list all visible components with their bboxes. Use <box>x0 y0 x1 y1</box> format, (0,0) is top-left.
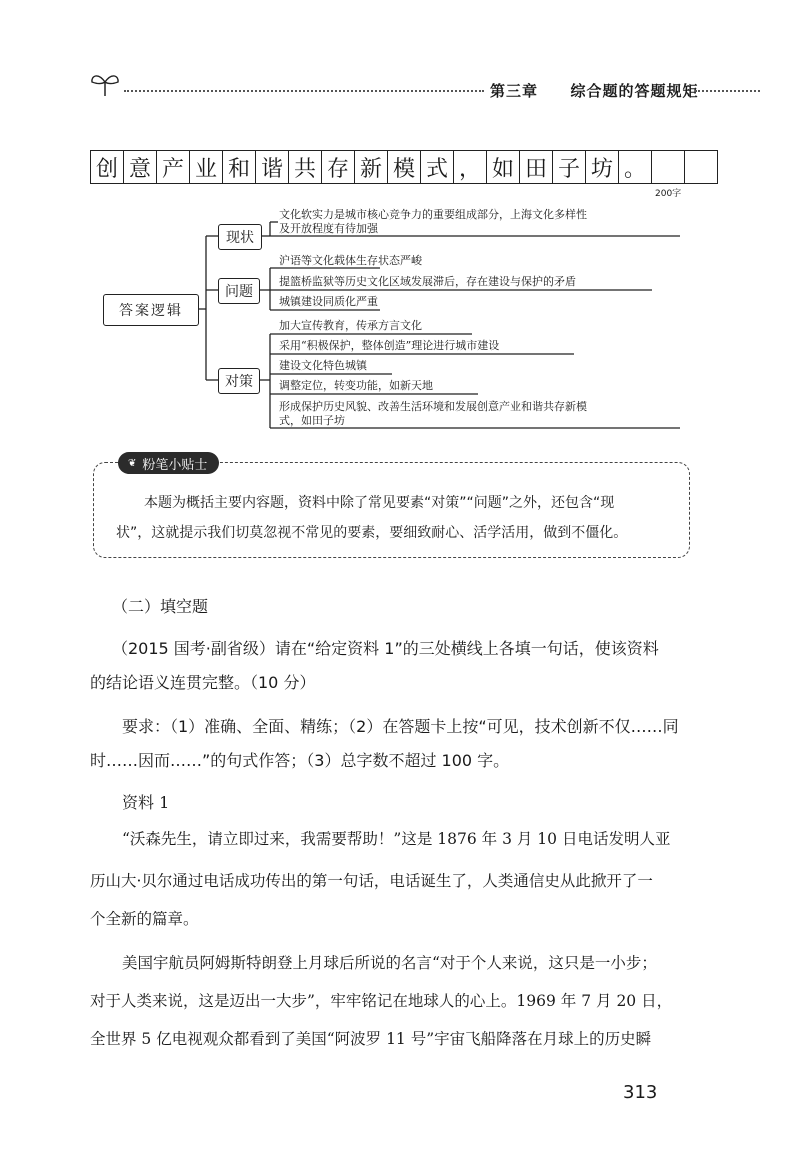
material-line: “沃森先生，请立即过来，我需要帮助！”这是 1876 年 3 月 10 日电话发明人亚 <box>122 830 671 848</box>
header-chapter-title: 综合题的答题规矩 <box>570 82 699 100</box>
grid-cell: ， <box>454 151 487 183</box>
grid-cell: 共 <box>289 151 322 183</box>
mindmap-item: 采用“积极保护，整体创造”理论进行城市建设 <box>279 339 500 352</box>
mindmap-root <box>103 294 199 326</box>
requirement-line: 要求：（1）准确、全面、精练；（2）在答题卡上按“可见，技术创新不仅……同 <box>122 717 679 736</box>
mindmap-branch-status <box>218 224 262 250</box>
mindmap-branch-problem <box>218 278 260 304</box>
tip-tag-label: 粉笔小贴士 <box>142 457 208 473</box>
mindmap-branch-measures <box>218 368 260 394</box>
tip-tag <box>118 452 219 474</box>
question-line: 的结论语义连贯完整。（10 分） <box>90 673 316 692</box>
section-heading: （二）填空题 <box>112 597 209 616</box>
grid-cell: 新 <box>355 151 388 183</box>
mindmap-item: 城镇建设同质化严重 <box>279 295 378 308</box>
branch-label: 现状 <box>226 230 254 246</box>
grid-cell: 子 <box>553 151 586 183</box>
requirement-line: 时……因而……”的句式作答；（3）总字数不超过 100 字。 <box>90 751 510 770</box>
header-chapter: 第三章 <box>490 82 539 100</box>
mindmap-item: 文化软实力是城市核心竞争力的重要组成部分，上海文化多样性 <box>279 208 587 221</box>
grid-cell: 存 <box>322 151 355 183</box>
grid-cell: 。 <box>619 151 652 183</box>
tip-line: 本题为概括主要内容题，资料中除了常见要素“对策”“问题”之外，还包含“现 <box>144 495 615 511</box>
word-count-label: 200字 <box>655 189 682 199</box>
grid-cell: 坊 <box>586 151 619 183</box>
grid-cell: 谐 <box>256 151 289 183</box>
tip-line: 状”，这就提示我们切莫忽视不常见的要素，要细致耐心、活学活用，做到不僵化。 <box>116 525 628 541</box>
material-line: 对于人类来说，这是迈出一大步”，牢牢铭记在地球人的心上。1969 年 7 月 20 日， <box>90 992 673 1010</box>
grid-cell: 式 <box>421 151 454 183</box>
grid-cell: 模 <box>388 151 421 183</box>
mindmap-root-label: 答案逻辑 <box>119 303 183 319</box>
leaf-icon: ❦ <box>128 457 137 469</box>
page-number: 313 <box>623 1082 658 1103</box>
branch-label: 问题 <box>225 284 253 300</box>
material-line: 美国宇航员阿姆斯特朗登上月球后所说的名言“对于个人来说，这只是一小步； <box>122 954 657 972</box>
grid-cell: 田 <box>520 151 553 183</box>
branch-label: 对策 <box>225 374 253 390</box>
grid-cell: 和 <box>223 151 256 183</box>
grid-cell: 如 <box>487 151 520 183</box>
mindmap-item: 建设文化特色城镇 <box>279 359 367 372</box>
mindmap-item: 加大宣传教育，传承方言文化 <box>279 319 422 332</box>
mindmap-item: 及开放程度有待加强 <box>279 222 378 235</box>
mindmap-item: 提篮桥监狱等历史文化区域发展滞后，存在建设与保护的矛盾 <box>279 275 576 288</box>
mindmap-item: 式，如田子坊 <box>279 414 345 427</box>
grid-cell: 意 <box>124 151 157 183</box>
material-line: 历山大·贝尔通过电话成功传出的第一句话，电话诞生了，人类通信史从此掀开了一 <box>90 872 653 890</box>
mindmap-item: 调整定位，转变功能，如新天地 <box>279 379 433 392</box>
material-line: 个全新的篇章。 <box>90 910 199 928</box>
grid-cell: 产 <box>157 151 190 183</box>
question-line: （2015 国考·副省级）请在“给定资料 1”的三处横线上各填一句话，使该资料 <box>112 639 659 658</box>
grid-cell: 业 <box>190 151 223 183</box>
mindmap-item: 沪语等文化载体生存状态严峻 <box>279 254 422 267</box>
material-title: 资料 1 <box>122 793 170 812</box>
material-line: 全世界 5 亿电视观众都看到了美国“阿波罗 11 号”宇宙飞船降落在月球上的历史瞬 <box>90 1030 652 1048</box>
grid-cell: 创 <box>91 151 124 183</box>
mindmap-item: 形成保护历史风貌、改善生活环境和发展创意产业和谐共存新模 <box>279 400 587 413</box>
